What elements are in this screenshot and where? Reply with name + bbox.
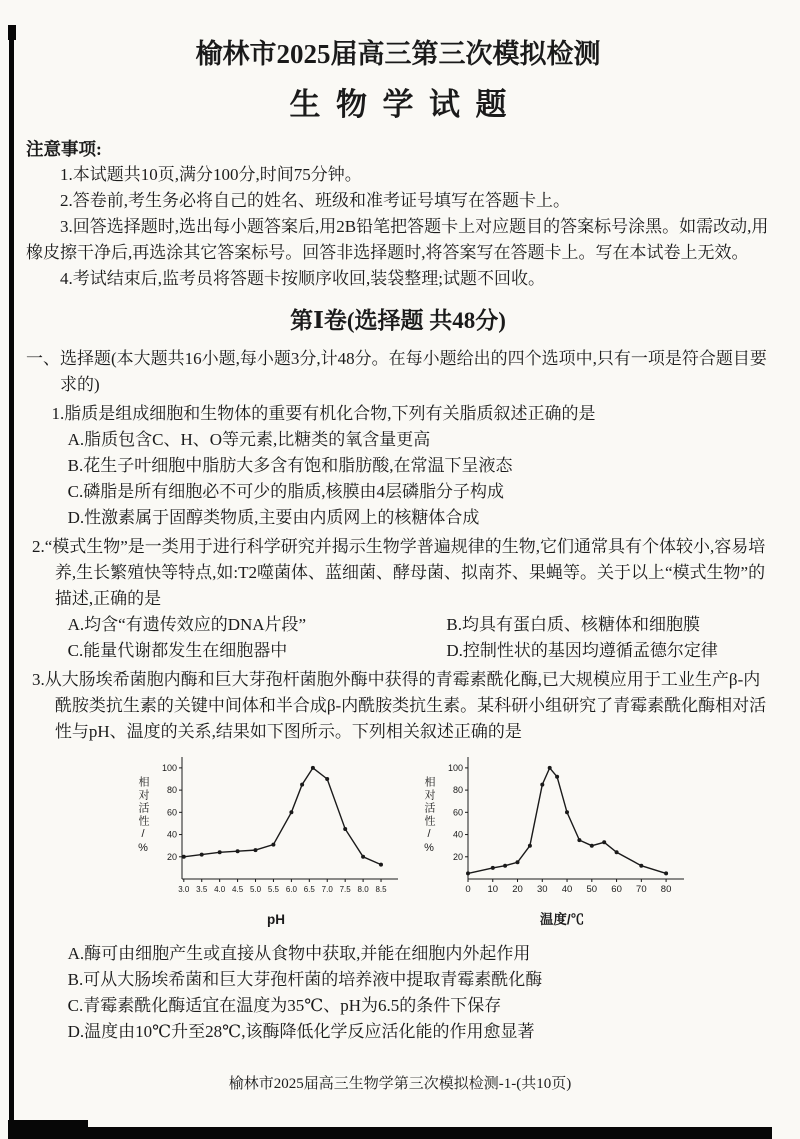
svg-text:100: 100 xyxy=(161,762,177,773)
svg-text:80: 80 xyxy=(452,785,463,796)
question-3-option-c: C.青霉素酰化酶适宜在温度为35℃、pH为6.5的条件下保存 xyxy=(67,996,502,1015)
notice-heading: 注意事项: xyxy=(26,139,102,159)
temperature-activity-plot xyxy=(436,753,688,913)
svg-text:30: 30 xyxy=(536,884,548,895)
svg-text:50: 50 xyxy=(586,884,598,895)
svg-text:6.0: 6.0 xyxy=(285,885,297,894)
notice-section xyxy=(26,136,770,292)
svg-text:5.0: 5.0 xyxy=(249,885,262,894)
scan-artifact-topleft xyxy=(8,25,16,40)
exam-title: 榆林市2025届高三第三次模拟检测 xyxy=(195,39,601,69)
scan-artifact-bottomleft xyxy=(8,1120,88,1139)
question-1-option-a: A.脂质包含C、H、O等元素,比糖类的氧含量更高 xyxy=(67,430,431,449)
svg-text:6.5: 6.5 xyxy=(303,885,315,894)
svg-text:8.5: 8.5 xyxy=(375,885,387,894)
notice-item-1: 1.本试题共10页,满分100分,时间75分钟。 xyxy=(60,165,362,184)
notice-item-2: 2.答卷前,考生务必将自己的姓名、班级和准考证号填写在答题卡上。 xyxy=(60,191,570,210)
question-2 xyxy=(26,534,770,664)
svg-text:7.0: 7.0 xyxy=(321,885,333,894)
question-3-option-a: A.酶可由细胞产生或直接从食物中获取,并能在细胞内外起作用 xyxy=(67,944,531,963)
question-1-stem: 1.脂质是组成细胞和生物体的重要有机化合物,下列有关脂质叙述正确的是 xyxy=(51,404,596,423)
question-3 xyxy=(26,667,770,1045)
svg-text:3.0: 3.0 xyxy=(178,885,190,894)
svg-text:80: 80 xyxy=(166,785,177,796)
svg-text:0: 0 xyxy=(465,884,471,895)
ph-activity-plot xyxy=(150,753,402,913)
svg-text:40: 40 xyxy=(561,884,573,895)
question-3-stem: 3.从大肠埃希菌胞内酶和巨大芽孢杆菌胞外酶中获得的青霉素酰化酶,已大规模应用于工业生产β-内酰胺类抗生素的关键中间体和半合成β-内酰胺类抗生素。某科研小组研究了青霉素酰化酶相对活性与pH、温度的关系,结果如下图所示。下列相关叙述正确的是 xyxy=(31,670,767,741)
temperature-chart-y-axis-label: 相对活性/% xyxy=(423,776,435,856)
svg-text:60: 60 xyxy=(166,807,177,818)
question-2-options xyxy=(26,612,770,664)
scan-artifact-left-edge xyxy=(9,40,14,1139)
page-footer: 榆林市2025届高三生物学第三次模拟检测-1-(共10页) xyxy=(228,1076,572,1092)
notice-item-4: 4.考试结束后,监考员将答题卡按顺序收回,装袋整理;试题不回收。 xyxy=(60,269,545,288)
question-1-option-b: B.花生子叶细胞中脂肪大多含有饱和脂肪酸,在常温下呈液态 xyxy=(67,456,513,475)
svg-text:8.0: 8.0 xyxy=(357,885,369,894)
ph-chart-x-axis-label: pH xyxy=(267,912,285,927)
question-1-option-d: D.性激素属于固醇类物质,主要由内质网上的核糖体合成 xyxy=(67,508,480,527)
ph-chart-y-axis-label: 相对活性/% xyxy=(137,776,149,856)
svg-text:80: 80 xyxy=(660,884,672,895)
svg-text:40: 40 xyxy=(166,829,177,840)
question-2-stem: 2.“模式生物”是一类用于进行科学研究并揭示生物学普遍规律的生物,它们通常具有个体较小,容易培养,生长繁殖快等特点,如:T2噬菌体、蓝细菌、酵母菌、拟南芥、果蝇等。关于以上“模式生物”的描述,正确的是 xyxy=(31,537,766,608)
svg-text:10: 10 xyxy=(487,884,499,895)
svg-text:60: 60 xyxy=(611,884,622,895)
question-2-option-d: D.控制性状的基因均遵循孟德尔定律 xyxy=(446,641,718,660)
svg-text:4.0: 4.0 xyxy=(214,885,226,894)
exam-subject-title: 生物学试题 xyxy=(289,87,522,122)
notice-item-3: 3.回答选择题时,选出每小题答案后,用2B铅笔把答题卡上对应题目的答案标号涂黑。如需改动,用橡皮擦干净后,再选涂其它答案标号。回答非选择题时,将答案写在答题卡上。写在本试卷上无效。 xyxy=(26,217,769,262)
question-3-option-b: B.可从大肠埃希菌和巨大芽孢杆菌的培养液中提取青霉素酰化酶 xyxy=(67,970,543,989)
temperature-chart-x-axis-label: 温度/℃ xyxy=(539,912,585,927)
svg-text:20: 20 xyxy=(452,851,463,862)
svg-text:70: 70 xyxy=(636,884,647,895)
svg-text:4.5: 4.5 xyxy=(232,885,244,894)
question-3-option-d: D.温度由10℃升至28℃,该酶降低化学反应活化能的作用愈显著 xyxy=(67,1022,535,1041)
temperature-activity-chart xyxy=(422,753,688,933)
svg-text:7.5: 7.5 xyxy=(339,885,351,894)
question-2-option-a: A.均含“有遗传效应的DNA片段” xyxy=(67,615,307,634)
question-1-option-c: C.磷脂是所有细胞必不可少的脂质,核膜由4层磷脂分子构成 xyxy=(67,482,504,501)
question-1 xyxy=(26,401,770,531)
svg-text:5.5: 5.5 xyxy=(267,885,280,894)
svg-text:60: 60 xyxy=(452,807,463,818)
svg-text:40: 40 xyxy=(452,829,463,840)
svg-text:20: 20 xyxy=(512,884,523,895)
section-intro: 一、选择题(本大题共16小题,每小题3分,计48分。在每小题给出的四个选项中,只有一项是符合题目要求的) xyxy=(26,349,767,394)
question-2-option-c: C.能量代谢都发生在细胞器中 xyxy=(67,641,288,660)
svg-text:100: 100 xyxy=(447,762,463,773)
ph-activity-chart xyxy=(136,753,402,933)
scan-artifact-bottom-edge xyxy=(8,1127,772,1139)
question-2-option-b: B.均具有蛋白质、核糖体和细胞膜 xyxy=(446,615,700,634)
svg-text:3.5: 3.5 xyxy=(196,885,208,894)
question-3-figure xyxy=(54,753,770,933)
section-title: 第Ⅰ卷(选择题 共48分) xyxy=(290,308,506,333)
svg-text:20: 20 xyxy=(166,851,177,862)
